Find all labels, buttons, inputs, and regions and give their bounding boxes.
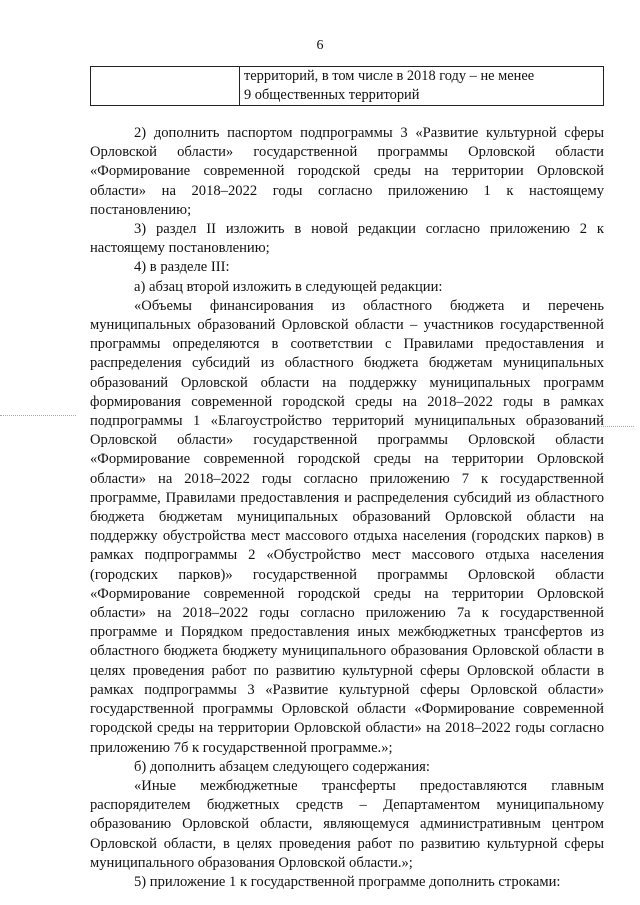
paragraph-item-5: 5) приложение 1 к государственной программе дополнить строками: <box>134 873 561 890</box>
paragraph-subitem-a: а) абзац второй изложить в следующей редакции: <box>134 278 443 295</box>
table-cell-line: территорий, в том числе в 2018 году – не менее <box>244 68 535 84</box>
paragraph-quoted-text: «Объемы финансирования из областного бюджета и перечень муниципальных образований Орловской области – участников государственной программы определяются в соответствии с Правилами предоставления и распределения субсидий из областного бюджета бюджетам муниципальных образований Орловской области на поддержку муниципальных программ формирования современной городской среды на 2018–2022 годы в рамках подпрограммы 1 «Благоустройство территорий муниципальных образований Орловской области» государственной программы Орловской области «Формирование современной городской среды на территории Орловской области» на 2018–2022 годы согласно приложению 7 к государственной программе, Правилами предоставления и распределения субсидий из областного бюджета бюджетам муниципальных образований Орловской области на поддержку обустройства мест массового отдыха населения (городских парков) в рамках подпрограммы 2 «Обустройство мест массового отдыха населения (городских парков)» государственной программы Орловской области «Формирование современной городской среды на территории Орловской области» на 2018–2022 годы согласно приложению 7а к государственной программе и Порядком предоставления иных межбюджетных трансфертов из областного бюджета бюджету муниципального образования Орловской области в целях проведения работ по развитию культурной сферы Орловской области в рамках подпрограммы 3 «Развитие культурной сферы Орловской области» государственной программы Орловской области «Формирование современной городской среды на территории Орловской области» на 2018–2022 годы согласно приложению 7б к государственной программе.»; <box>90 297 604 756</box>
paragraph-item-4: 4) в разделе III: <box>134 259 230 276</box>
paragraph-item-3: 3) раздел II изложить в новой редакции согласно приложению 2 к настоящему постановлению; <box>90 221 604 257</box>
paragraph-quoted-addition: «Иные межбюджетные трансферты предоставляются главным распорядителем бюджетных средств – Департаментом муниципальному образованию Орловской области, являющемуся административным центром Орловской области, в целях проведения работ по развитию культурной сферы муниципального образования Орловской области.»; <box>90 777 604 871</box>
document-body <box>90 124 604 892</box>
table-cell-left <box>91 67 240 106</box>
paragraph-subitem-b: б) дополнить абзацем следующего содержания: <box>134 758 430 775</box>
scan-artifact-right <box>598 426 634 427</box>
table-cell-line: 9 общественных территорий <box>244 87 420 103</box>
page-number: 6 <box>316 38 324 53</box>
scan-artifact-left <box>0 415 76 416</box>
table-cell-right <box>240 67 604 106</box>
table-fragment <box>90 66 604 106</box>
paragraph-item-2: 2) дополнить паспортом подпрограммы 3 «Развитие культурной сферы Орловской области» государственной программы Орловской области «Формирование современной городской среды на территории Орловской области» на 2018–2022 годы согласно приложению 1 к настоящему постановлению; <box>90 125 604 218</box>
